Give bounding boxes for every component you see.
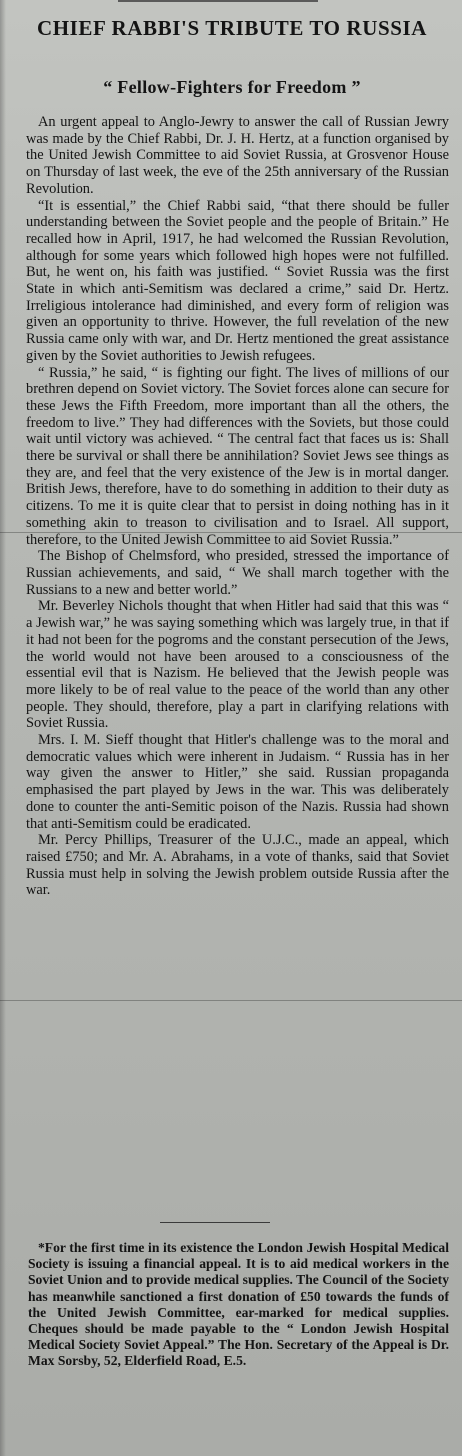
- top-rule: [118, 0, 318, 2]
- paragraph-bishop: The Bishop of Chelmsford, who presided, stressed the importance of Russian achievements, and said, “ We shall march together with the Russians to a new and better world.”: [26, 548, 449, 598]
- article-body: [26, 114, 449, 899]
- paragraph-hertz-fight: “ Russia,” he said, “ is fighting our fight. The lives of millions of our brethren depend on Soviet victory. The Soviet forces alone can secure for these Jews the Fifth Freedom, more important than all the others, the freedom to live.” They had differences with the Soviets, but those could wait until victory was achieved. “ The central fact that faces us is: Shall there be survival or shall there be annihilation? Soviet Jews see things as they are, and feel that the very existence of the Jew is in mortal danger. British Jews, therefore, have to do something in addition to their duty as citizens. To me it is quite clear that to persist in doing nothing has in it something akin to treason to civilisation and to Israel. All support, therefore, to the United Jewish Committee to aid Soviet Russia.”: [26, 364, 449, 548]
- headline: CHIEF RABBI'S TRIBUTE TO RUSSIA: [36, 16, 428, 40]
- paper-crease: [0, 1000, 462, 1001]
- subheadline: “ Fellow-Fighters for Freedom ”: [103, 77, 361, 97]
- section-divider: [160, 1222, 270, 1223]
- paragraph-hertz-understanding: “It is essential,” the Chief Rabbi said, “that there should be fuller understanding between the Soviet people and the people of Britain.” He recalled how in April, 1917, he had welcomed the Russian Revolution, although for some years which followed high hopes were not fulfilled. But, he went on, his faith was justified. “ Soviet Russia was the first State in which anti-Semitism was declared a crime,” said Dr. Hertz. Irreligious intolerance had diminished, and every form of religion was given an opportunity to thrive. However, the full revelation of the new Russia came only with war, and Dr. Hertz mentioned the great assistance given by the Soviet authorities to Jewish refugees.: [26, 197, 449, 364]
- page-edge-shadow: [0, 0, 6, 1456]
- paragraph-phillips: Mr. Percy Phillips, Treasurer of the U.J.C., made an appeal, which raised £750; and Mr. A. Abrahams, in a vote of thanks, said that Soviet Russia must help in solving the Jewish problem outside Russia after the war.: [26, 832, 449, 899]
- paragraph-intro: An urgent appeal to Anglo-Jewry to answer the call of Russian Jewry was made by the Chief Rabbi, Dr. J. H. Hertz, at a function organised by the United Jewish Committee to aid Soviet Russia, at Grosvenor House on Thursday of last week, the eve of the 25th anniversary of the Russian Revolution.: [26, 114, 449, 197]
- paragraph-sieff: Mrs. I. M. Sieff thought that Hitler's challenge was to the moral and democratic values which were inherent in Judaism. “ Russia has in her way given the answer to Hitler,” she said. Russian propaganda emphasised the part played by Jews in the war. This was deliberately done to counter the anti-Semitic poison of the Nazis. Russia had shown that anti-Semitism could be eradicated.: [26, 732, 449, 832]
- paper-crease: [0, 532, 462, 533]
- paragraph-nichols: Mr. Beverley Nichols thought that when Hitler had said that this was “ a Jewish war,” he was saying something which was largely true, in that if it had not been for the pogroms and the constant persecution of the Jews, the world would not have been aroused to a consciousness of the essential evil that is Nazism. He believed that the Jewish people was more likely to be of real value to the peace of the world than any other people. They should, therefore, play a part in clarifying relations with Soviet Russia.: [26, 598, 449, 732]
- footnote-appeal: *For the first time in its existence the London Jewish Hospital Medical Society is issuing a financial appeal. It is to aid medical workers in the Soviet Union and to provide medical supplies. The Council of the Society has meanwhile sanctioned a first donation of £50 towards the funds of the United Jewish Committee, ear-marked for medical supplies. Cheques should be made payable to the “ London Jewish Hospital Medical Society Soviet Appeal.” The Hon. Secretary of the Appeal is Dr. Max Sorsby, 52, Elderfield Road, E.5.: [28, 1240, 449, 1369]
